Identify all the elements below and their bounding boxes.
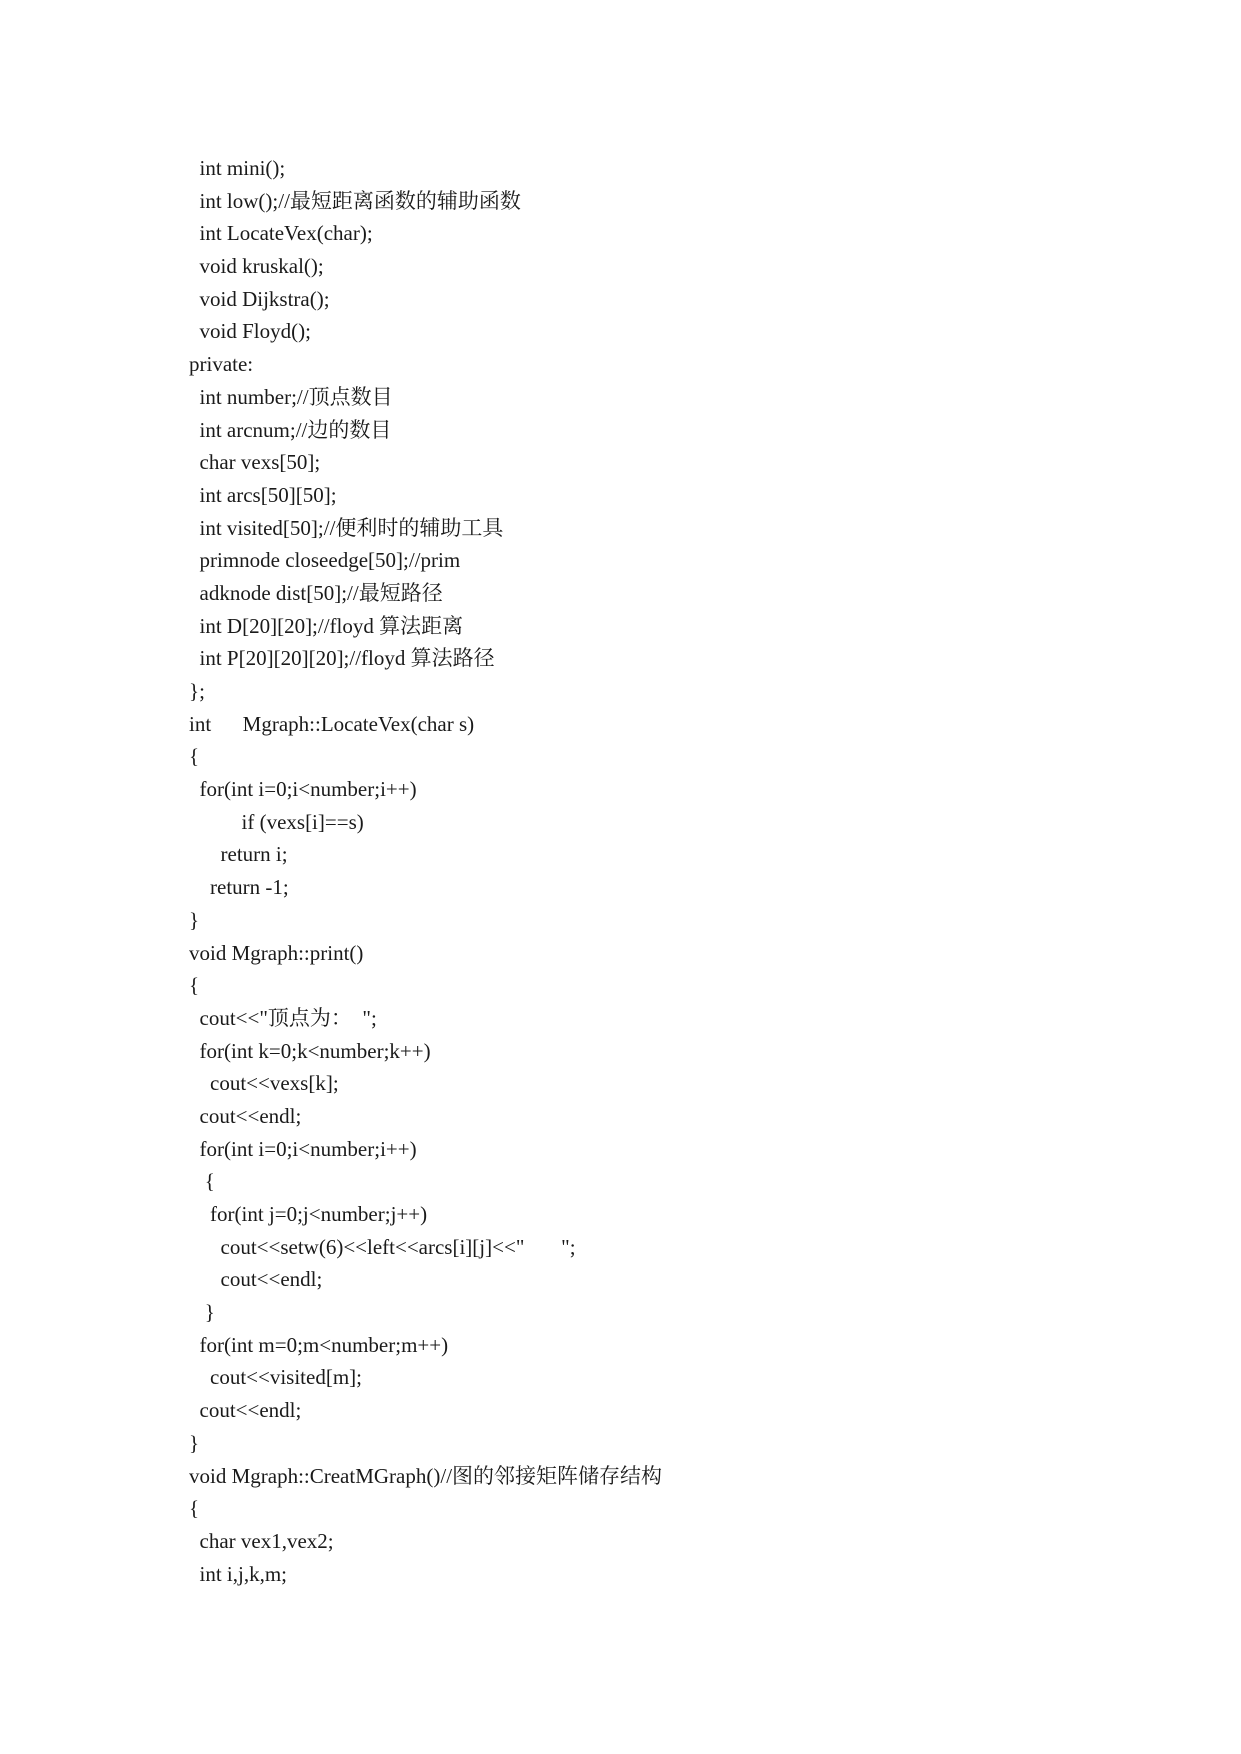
code-line: };: [189, 679, 205, 703]
code-line: for(int i=0;i<number;i++): [189, 777, 417, 802]
code-listing: [189, 152, 662, 1590]
code-line: {: [189, 973, 200, 998]
code-line: private:: [189, 352, 254, 377]
code-line: void Floyd();: [189, 319, 311, 344]
code-line: {: [189, 744, 200, 769]
code-line: int visited[50];//便利时的辅助工具: [189, 515, 504, 540]
code-line: }: [189, 1430, 200, 1455]
code-line: void Dijkstra();: [189, 286, 330, 311]
code-line: void Mgraph::CreatMGraph()//图的邻接矩阵储存结构: [189, 1463, 663, 1488]
code-line: int number;//顶点数目: [189, 384, 393, 409]
code-line: {: [189, 1169, 215, 1194]
code-line: for(int i=0;i<number;i++): [189, 1136, 417, 1161]
code-line: cout<<setw(6)<<left<<arcs[i][j]<<" ";: [189, 1234, 576, 1259]
code-line: cout<<"顶点为： ";: [189, 1005, 377, 1030]
code-line: void Mgraph::print(): [189, 940, 364, 965]
code-line: return -1;: [189, 875, 289, 900]
code-line: {: [189, 1496, 200, 1521]
code-line: int arcs[50][50];: [189, 482, 337, 507]
code-line: cout<<vexs[k];: [189, 1071, 339, 1096]
code-line: char vexs[50];: [189, 450, 321, 475]
code-line: primnode closeedge[50];//prim: [189, 548, 461, 573]
code-line: cout<<endl;: [189, 1398, 302, 1423]
code-line: int i,j,k,m;: [189, 1561, 288, 1586]
code-line: adknode dist[50];//最短路径: [189, 580, 443, 605]
code-line: int mini();: [189, 156, 286, 180]
code-line: for(int j=0;j<number;j++): [189, 1202, 428, 1226]
code-line: int D[20][20];//floyd 算法距离: [189, 613, 464, 638]
code-line: int Mgraph::LocateVex(char s): [189, 711, 475, 736]
code-line: return i;: [189, 842, 288, 867]
code-line: for(int m=0;m<number;m++): [189, 1332, 449, 1357]
code-line: for(int k=0;k<number;k++): [189, 1038, 431, 1063]
code-line: int P[20][20][20];//floyd 算法路径: [189, 646, 495, 671]
code-line: cout<<endl;: [189, 1267, 323, 1292]
code-line: cout<<visited[m];: [189, 1365, 362, 1390]
code-line: void kruskal();: [189, 254, 324, 279]
code-line: int LocateVex(char);: [189, 221, 373, 246]
code-line: char vex1,vex2;: [189, 1528, 334, 1553]
code-line: if (vexs[i]==s): [189, 809, 364, 834]
code-line: }: [189, 1300, 215, 1325]
code-line: int low();//最短距离函数的辅助函数: [189, 188, 521, 213]
code-line: }: [189, 907, 200, 932]
code-line: int arcnum;//边的数目: [189, 417, 392, 442]
code-line: cout<<endl;: [189, 1103, 302, 1128]
